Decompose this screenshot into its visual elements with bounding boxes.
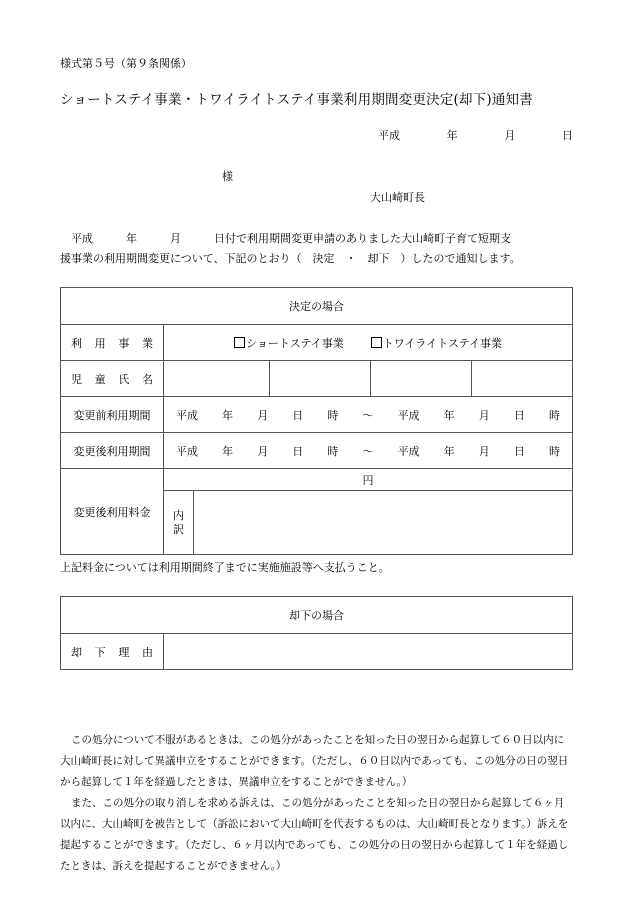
breakdown-label: 内 訳 (164, 491, 194, 555)
body-line-2: 援事業の利用期間変更について、下記のとおり（ 決定 ・ 却下 ）したので通知します。 (60, 252, 521, 265)
rejection-reason-field[interactable] (164, 634, 573, 670)
before-period-label: 変更前利用期間 (61, 397, 164, 433)
form-number: 様式第５号（第９条関係） (60, 57, 192, 70)
child-name-field-3[interactable] (371, 361, 472, 397)
yen-unit: 円 (362, 473, 374, 487)
body-line-1: 平成 年 月 日付で利用期間変更申請のありました大山崎町子育て短期支 (71, 232, 511, 245)
rejection-table (60, 596, 573, 670)
fee-label: 変更後利用料金 (61, 469, 164, 555)
child-name-field-4[interactable] (472, 361, 573, 397)
date-era: 平成 (378, 129, 400, 142)
appeal-notice (60, 730, 572, 877)
breakdown-field[interactable] (194, 491, 573, 555)
appeal-paragraph-2: また、この処分の取り消しを求める訴えは、この処分があったことを知った日の翌日から起算して６ヶ月以内に、大山崎町を被告として（訴訟において大山崎町を代表するものは、大山崎町長となります。）訴えを提起することができます。（ただし、６ヶ月以内であっても、この処分の日の翌日から起算して１年を経過したときは、訴えを提起することができません。） (60, 797, 569, 872)
rejection-reason-label: 却 下 理 由 (61, 634, 164, 670)
appeal-paragraph-1: この処分について不服があるときは、この処分があったことを知った日の翌日から起算して６０日以内に大山崎町長に対して異議申立をすることができます。（ただし、６０日以内であっても、この処分の日の翌日から起算して１年を経過したときは、異議申立をすることができません。） (60, 734, 569, 788)
child-name-field-2[interactable] (270, 361, 371, 397)
date-day: 日 (561, 129, 573, 142)
child-name-label: 児 童 氏 名 (61, 361, 164, 397)
decision-header: 決定の場合 (61, 288, 573, 325)
document-title: ショートステイ事業・トワイライトステイ事業利用期間変更決定(却下)通知書 (60, 92, 533, 108)
addressee-suffix: 様 (222, 170, 233, 183)
child-name-field-1[interactable] (164, 361, 270, 397)
service-options (164, 325, 573, 361)
shortstay-checkbox[interactable]: ショートステイ事業 (234, 337, 344, 350)
after-period-field[interactable]: 平成 年 月 日 時 ～ 平成 年 月 日 時 (164, 433, 573, 469)
fee-amount-field[interactable] (164, 469, 573, 491)
rejection-header: 却下の場合 (61, 597, 573, 634)
twilightstay-checkbox[interactable]: トワイライトステイ事業 (371, 337, 502, 350)
notice-body (60, 229, 572, 269)
issue-date (378, 127, 573, 143)
decision-table (60, 287, 573, 555)
date-month: 月 (504, 129, 516, 142)
service-label: 利 用 事 業 (61, 325, 164, 361)
before-period-field[interactable]: 平成 年 月 日 時 ～ 平成 年 月 日 時 (164, 397, 573, 433)
payment-note: 上記料金については利用期間終了までに実施施設等へ支払うこと。 (60, 561, 390, 574)
after-period-label: 変更後利用期間 (61, 433, 164, 469)
issuer-name: 大山崎町長 (370, 191, 425, 204)
date-year: 年 (446, 129, 458, 142)
